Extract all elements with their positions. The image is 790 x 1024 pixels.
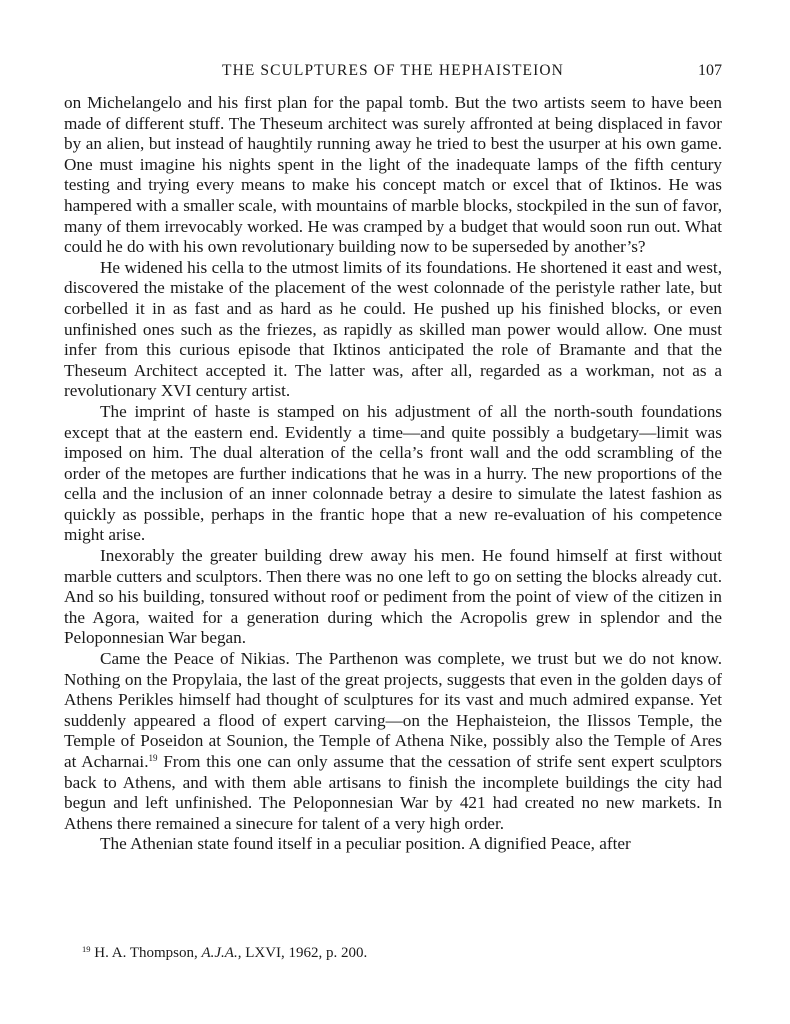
running-title: THE SCULPTURES OF THE HEPHAISTEION [222,62,564,79]
page-header [64,62,722,84]
paragraph-5-text-a: Came the Peace of Nikias. The Parthenon was complete, we trust but we do not know. Nothing on the Propylaia, the last of the great projects, suggests that even in the golden days of Athens Perikles himself had thought of sculptures for its vast and much admired expanse. Yet suddenly appeared a flood of expert carving—on the Hephaisteion, the Ilissos Temple, the Temple of Poseidon at Sounion, the Temple of Athena Nike, possibly also the Temple of Ares at Acharnai. [64,649,722,771]
footnote [82,944,722,962]
paragraph-5 [64,649,722,834]
page-number: 107 [698,62,722,79]
footnote-number: 19 [82,944,91,954]
body-text [64,93,722,855]
paragraph-1: on Michelangelo and his first plan for the papal tomb. But the two artists seem to have been made of different stuff. The Theseum architect was surely affronted at being displaced in favor by an alien, but instead of haughtily running away he tried to best the usurper at his own game. One must imagine his nights spent in the light of the inadequate lamps of the fifth century testing and trying every means to make his concept match or excel that of Iktinos. He was hampered with a smaller scale, with mountains of marble blocks, stockpiled in the sun of favor, many of them irrevocably worked. He was cramped by a budget that would soon run out. What could he do with his own revolutionary building now to be superseded by another’s? [64,93,722,257]
paragraph-2: He widened his cella to the utmost limits of its foundations. He shortened it east and west, discovered the mistake of the placement of the west colonnade of the peristyle rather late, but corbelled it in as fast and as hard as he could. He pushed up his finished blocks, or even unfinished ones such as the friezes, as rapidly as skilled man power would allow. One must infer from this curious episode that Iktinos anticipated the role of Bramante and that the Theseum Architect accepted it. The latter was, after all, regarded as a workman, not as a revolutionary XVI century artist. [64,257,722,401]
footnote-journal: A.J.A. [201,945,238,961]
paragraph-5-text-b: From this one can only assume that the cessation of strife sent expert sculptors back to Athens, and with them able artisans to finish the incomplete buildings the city had begun and left unfinished. The Peloponnesian War by 421 had created no new markets. In Athens there remained a sinecure for talent of a very high order. [64,752,722,833]
paragraph-6: The Athenian state found itself in a peculiar position. A dignified Peace, after [100,834,631,854]
paragraph-4: Inexorably the greater building drew away his men. He found himself at first without marble cutters and sculptors. Then there was no one left to go on setting the blocks already cut. And so his building, tonsured without roof or pediment from the point of view of the citizen in the Agora, waited for a generation during which the Acropolis grew in splendor and the Peloponnesian War began. [64,546,722,648]
footnote-reference: 19 [148,753,158,763]
footnote-author: H. A. Thompson, [94,945,198,961]
footnote-citation: , LXVI, 1962, p. 200. [237,945,368,961]
paragraph-3: The imprint of haste is stamped on his adjustment of all the north-south foundations except that at the eastern end. Evidently a time—and quite possibly a budgetary—limit was imposed on him. The dual alteration of the cella’s front wall and the odd scrambling of the order of the metopes are further indications that he was in a hurry. The new proportions of the cella and the inclusion of an inner colonnade betray a desire to simulate the latest fashion as quickly as possible, perhaps in the frantic hope that a new re-evaluation of his competence might arise. [64,401,722,545]
